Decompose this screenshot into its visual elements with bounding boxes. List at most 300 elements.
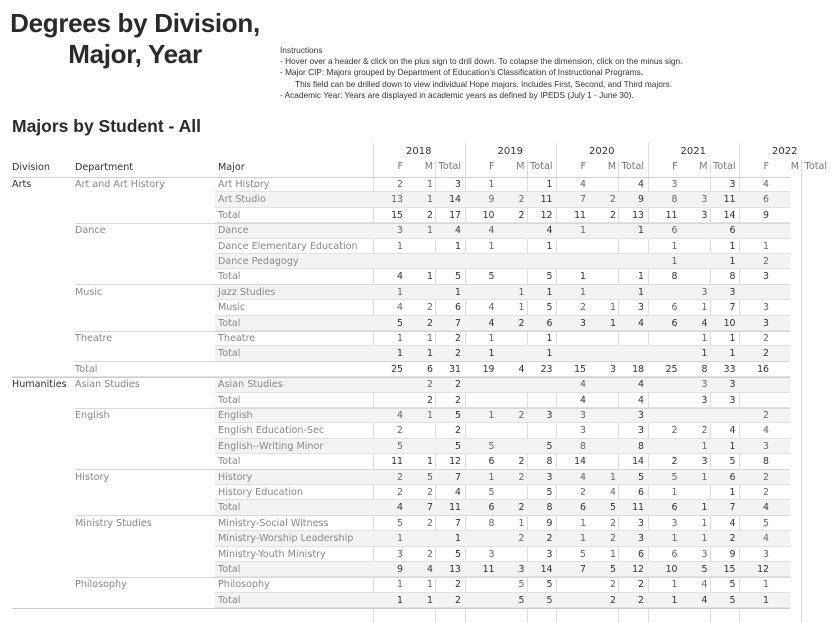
value-cell-2021-m[interactable]: 3 bbox=[701, 456, 708, 468]
department-label[interactable]: Ministry Studies bbox=[75, 517, 152, 529]
value-cell-2018-total[interactable]: 13 bbox=[449, 564, 461, 575]
value-cell-2020-f[interactable]: 5 bbox=[580, 548, 586, 560]
value-cell-2018-f[interactable]: 2 bbox=[397, 425, 403, 437]
value-cell-2020-f[interactable]: 1 bbox=[580, 286, 586, 298]
value-cell-2022-f[interactable]: 3 bbox=[763, 440, 769, 452]
department-label[interactable]: Theatre bbox=[75, 333, 113, 344]
value-cell-2020-total[interactable]: 4 bbox=[638, 317, 644, 329]
value-cell-2020-f[interactable]: 6 bbox=[580, 502, 586, 514]
value-cell-2018-f[interactable]: 1 bbox=[397, 533, 403, 545]
value-cell-2020-total[interactable]: 13 bbox=[632, 209, 644, 221]
column-header-total[interactable]: Total bbox=[438, 161, 461, 172]
value-cell-2019-total[interactable]: 12 bbox=[540, 209, 553, 221]
value-cell-2021-f[interactable]: 6 bbox=[671, 502, 678, 514]
value-cell-2018-f[interactable]: 9 bbox=[397, 564, 403, 575]
value-cell-2020-m[interactable]: 1 bbox=[610, 548, 616, 560]
value-cell-2021-m[interactable]: 3 bbox=[701, 394, 708, 406]
value-cell-2021-total[interactable]: 5 bbox=[729, 594, 736, 606]
column-header-m[interactable]: M bbox=[790, 161, 799, 172]
value-cell-2021-f[interactable]: 1 bbox=[671, 240, 678, 252]
value-cell-2022-f[interactable]: 1 bbox=[763, 579, 769, 591]
division-label[interactable]: Arts bbox=[12, 179, 32, 190]
value-cell-2020-total[interactable]: 4 bbox=[638, 179, 644, 190]
value-cell-2018-total[interactable]: 2 bbox=[455, 579, 461, 591]
value-cell-2021-f[interactable]: 6 bbox=[671, 302, 678, 314]
value-cell-2020-total[interactable]: 1 bbox=[638, 286, 644, 298]
value-cell-2020-m[interactable]: 3 bbox=[610, 363, 616, 375]
value-cell-2022-f[interactable]: 16 bbox=[757, 363, 769, 375]
column-header-f[interactable]: F bbox=[397, 161, 403, 172]
major-label[interactable]: English Education-Sec bbox=[218, 425, 325, 437]
column-header-year[interactable]: 2019 bbox=[497, 146, 523, 157]
value-cell-2021-f[interactable]: 2 bbox=[671, 456, 678, 468]
row-header-major[interactable]: Major bbox=[218, 162, 245, 173]
major-label[interactable]: Ministry-Social Witness bbox=[218, 517, 329, 529]
value-cell-2022-f[interactable]: 1 bbox=[763, 240, 769, 252]
value-cell-2021-m[interactable]: 3 bbox=[701, 286, 708, 298]
value-cell-2019-f[interactable]: 4 bbox=[488, 225, 495, 237]
value-cell-2018-total[interactable]: 17 bbox=[449, 209, 461, 221]
value-cell-2021-m[interactable]: 1 bbox=[701, 517, 708, 529]
value-cell-2018-f[interactable]: 5 bbox=[397, 517, 403, 529]
major-label[interactable]: Dance Elementary Education bbox=[218, 240, 358, 252]
value-cell-2019-f[interactable]: 5 bbox=[488, 440, 495, 452]
value-cell-2020-m[interactable]: 5 bbox=[610, 564, 616, 575]
value-cell-2018-total[interactable]: 31 bbox=[449, 363, 461, 375]
value-cell-2020-total[interactable]: 1 bbox=[638, 271, 644, 283]
major-label[interactable]: English--Writing Minor bbox=[218, 440, 324, 452]
value-cell-2018-f[interactable]: 4 bbox=[397, 302, 403, 314]
value-cell-2021-total[interactable]: 1 bbox=[729, 240, 736, 252]
value-cell-2019-total[interactable]: 3 bbox=[546, 410, 553, 421]
value-cell-2018-m[interactable]: 2 bbox=[427, 302, 433, 314]
column-header-f[interactable]: F bbox=[488, 161, 495, 172]
value-cell-2021-total[interactable]: 5 bbox=[729, 456, 736, 468]
value-cell-2018-f[interactable]: 11 bbox=[391, 456, 403, 468]
value-cell-2020-m[interactable]: 2 bbox=[610, 194, 616, 206]
value-cell-2021-m[interactable]: 1 bbox=[701, 502, 708, 514]
division-total-label[interactable]: Total bbox=[75, 363, 98, 375]
value-cell-2018-total[interactable]: 2 bbox=[455, 594, 461, 606]
department-total-label[interactable]: Total bbox=[218, 502, 241, 514]
department-total-label[interactable]: Total bbox=[218, 348, 241, 360]
value-cell-2021-m[interactable]: 3 bbox=[701, 379, 708, 391]
value-cell-2018-total[interactable]: 6 bbox=[455, 302, 461, 314]
value-cell-2021-f[interactable]: 25 bbox=[665, 363, 678, 375]
value-cell-2020-m[interactable]: 2 bbox=[610, 517, 616, 529]
value-cell-2020-total[interactable]: 2 bbox=[638, 594, 644, 606]
value-cell-2019-m[interactable]: 4 bbox=[518, 363, 525, 375]
value-cell-2020-total[interactable]: 3 bbox=[638, 410, 644, 421]
department-total-label[interactable]: Total bbox=[218, 271, 241, 283]
value-cell-2019-total[interactable]: 14 bbox=[540, 564, 553, 575]
major-label[interactable]: Art History bbox=[218, 179, 270, 190]
value-cell-2018-total[interactable]: 1 bbox=[455, 240, 461, 252]
value-cell-2018-f[interactable]: 13 bbox=[391, 194, 403, 206]
value-cell-2020-total[interactable]: 3 bbox=[638, 302, 644, 314]
value-cell-2018-m[interactable]: 1 bbox=[427, 179, 433, 190]
value-cell-2021-m[interactable]: 1 bbox=[701, 471, 708, 483]
value-cell-2019-f[interactable]: 1 bbox=[488, 240, 495, 252]
value-cell-2021-m[interactable]: 4 bbox=[701, 317, 708, 329]
value-cell-2018-f[interactable]: 5 bbox=[397, 440, 403, 452]
value-cell-2018-total[interactable]: 5 bbox=[455, 440, 461, 452]
value-cell-2018-f[interactable]: 1 bbox=[397, 333, 403, 344]
value-cell-2021-f[interactable]: 1 bbox=[671, 533, 678, 545]
major-label[interactable]: Music bbox=[218, 302, 246, 314]
value-cell-2022-f[interactable]: 4 bbox=[763, 502, 769, 514]
value-cell-2021-total[interactable]: 15 bbox=[723, 564, 736, 575]
value-cell-2018-total[interactable]: 7 bbox=[455, 517, 461, 529]
column-header-year[interactable]: 2020 bbox=[589, 146, 615, 157]
value-cell-2022-f[interactable]: 4 bbox=[763, 179, 769, 190]
department-total-label[interactable]: Total bbox=[218, 594, 241, 606]
value-cell-2021-m[interactable]: 4 bbox=[701, 579, 708, 591]
value-cell-2020-f[interactable]: 8 bbox=[580, 440, 586, 452]
value-cell-2019-total[interactable]: 11 bbox=[540, 194, 553, 206]
column-header-m[interactable]: M bbox=[699, 161, 708, 172]
value-cell-2018-m[interactable]: 1 bbox=[427, 579, 433, 591]
value-cell-2020-total[interactable]: 18 bbox=[632, 363, 644, 375]
value-cell-2020-total[interactable]: 12 bbox=[632, 564, 644, 575]
value-cell-2022-f[interactable]: 5 bbox=[763, 517, 769, 529]
value-cell-2018-m[interactable]: 1 bbox=[427, 194, 433, 206]
value-cell-2020-total[interactable]: 4 bbox=[638, 394, 644, 406]
value-cell-2020-total[interactable]: 1 bbox=[638, 225, 644, 237]
value-cell-2019-m[interactable]: 3 bbox=[518, 564, 525, 575]
value-cell-2019-total[interactable]: 1 bbox=[546, 179, 553, 190]
value-cell-2019-total[interactable]: 5 bbox=[546, 594, 553, 606]
value-cell-2021-total[interactable]: 5 bbox=[729, 579, 736, 591]
value-cell-2018-m[interactable]: 2 bbox=[427, 548, 433, 560]
department-label[interactable]: History bbox=[75, 471, 110, 483]
value-cell-2021-m[interactable]: 1 bbox=[701, 348, 708, 360]
value-cell-2021-m[interactable]: 3 bbox=[701, 194, 708, 206]
value-cell-2020-total[interactable]: 2 bbox=[638, 579, 644, 591]
value-cell-2018-total[interactable]: 1 bbox=[455, 533, 461, 545]
value-cell-2019-f[interactable]: 9 bbox=[488, 194, 495, 206]
value-cell-2018-m[interactable]: 1 bbox=[427, 348, 433, 360]
major-label[interactable]: Ministry-Worship Leadership bbox=[218, 533, 354, 545]
value-cell-2020-total[interactable]: 3 bbox=[638, 425, 644, 437]
value-cell-2018-f[interactable]: 2 bbox=[397, 487, 403, 498]
value-cell-2021-total[interactable]: 11 bbox=[723, 194, 736, 206]
value-cell-2020-total[interactable]: 6 bbox=[638, 548, 644, 560]
value-cell-2021-total[interactable]: 3 bbox=[729, 394, 736, 406]
value-cell-2020-total[interactable]: 3 bbox=[638, 517, 644, 529]
value-cell-2019-total[interactable]: 5 bbox=[546, 579, 553, 591]
value-cell-2019-f[interactable]: 5 bbox=[488, 487, 495, 498]
value-cell-2021-f[interactable]: 10 bbox=[665, 564, 678, 575]
value-cell-2020-total[interactable]: 5 bbox=[638, 471, 644, 483]
value-cell-2022-f[interactable]: 2 bbox=[763, 487, 769, 498]
value-cell-2019-total[interactable]: 1 bbox=[546, 286, 553, 298]
department-total-label[interactable]: Total bbox=[218, 394, 241, 406]
column-header-total[interactable]: Total bbox=[713, 161, 736, 172]
value-cell-2020-m[interactable]: 2 bbox=[610, 533, 616, 545]
value-cell-2021-m[interactable]: 4 bbox=[701, 594, 708, 606]
value-cell-2018-total[interactable]: 2 bbox=[455, 425, 461, 437]
value-cell-2019-m[interactable]: 1 bbox=[518, 286, 525, 298]
value-cell-2018-total[interactable]: 2 bbox=[455, 333, 461, 344]
value-cell-2021-total[interactable]: 10 bbox=[723, 317, 736, 329]
value-cell-2018-f[interactable]: 1 bbox=[397, 579, 403, 591]
value-cell-2020-m[interactable]: 5 bbox=[610, 502, 616, 514]
value-cell-2018-total[interactable]: 2 bbox=[455, 394, 461, 406]
column-header-total[interactable]: Total bbox=[530, 161, 553, 172]
value-cell-2020-f[interactable]: 1 bbox=[580, 225, 586, 237]
value-cell-2018-total[interactable]: 14 bbox=[449, 194, 461, 206]
value-cell-2021-m[interactable]: 8 bbox=[701, 363, 708, 375]
value-cell-2018-m[interactable]: 2 bbox=[427, 517, 433, 529]
value-cell-2019-f[interactable]: 6 bbox=[488, 502, 495, 514]
value-cell-2019-m[interactable]: 2 bbox=[518, 317, 525, 329]
value-cell-2018-f[interactable]: 1 bbox=[397, 240, 403, 252]
value-cell-2021-m[interactable]: 1 bbox=[701, 333, 708, 344]
value-cell-2021-f[interactable]: 1 bbox=[671, 579, 678, 591]
value-cell-2022-f[interactable]: 4 bbox=[763, 533, 769, 545]
value-cell-2020-m[interactable]: 2 bbox=[610, 594, 616, 606]
value-cell-2021-f[interactable]: 6 bbox=[671, 548, 678, 560]
department-label[interactable]: Philosophy bbox=[75, 579, 127, 591]
value-cell-2020-f[interactable]: 3 bbox=[580, 425, 586, 437]
value-cell-2018-f[interactable]: 3 bbox=[397, 225, 403, 237]
value-cell-2021-f[interactable]: 3 bbox=[671, 517, 678, 529]
value-cell-2019-total[interactable]: 4 bbox=[546, 225, 553, 237]
value-cell-2020-f[interactable]: 4 bbox=[580, 394, 586, 406]
value-cell-2021-total[interactable]: 3 bbox=[729, 179, 736, 190]
division-label[interactable]: Humanities bbox=[12, 379, 67, 391]
value-cell-2019-f[interactable]: 10 bbox=[482, 209, 495, 221]
value-cell-2020-f[interactable]: 7 bbox=[580, 194, 586, 206]
value-cell-2019-total[interactable]: 5 bbox=[546, 302, 553, 314]
value-cell-2021-total[interactable]: 1 bbox=[729, 333, 736, 344]
value-cell-2018-m[interactable]: 1 bbox=[427, 594, 433, 606]
column-header-total[interactable]: Total bbox=[621, 161, 644, 172]
value-cell-2020-f[interactable]: 11 bbox=[574, 209, 586, 221]
value-cell-2019-f[interactable]: 1 bbox=[488, 410, 495, 421]
value-cell-2021-total[interactable]: 4 bbox=[729, 517, 736, 529]
value-cell-2018-total[interactable]: 5 bbox=[455, 271, 461, 283]
value-cell-2018-total[interactable]: 4 bbox=[455, 487, 461, 498]
row-header-department[interactable]: Department bbox=[75, 162, 134, 173]
value-cell-2018-m[interactable]: 5 bbox=[427, 471, 433, 483]
value-cell-2019-total[interactable]: 1 bbox=[546, 240, 553, 252]
value-cell-2018-total[interactable]: 2 bbox=[455, 379, 461, 391]
value-cell-2020-total[interactable]: 3 bbox=[638, 533, 644, 545]
value-cell-2018-f[interactable]: 1 bbox=[397, 348, 403, 360]
value-cell-2018-f[interactable]: 4 bbox=[397, 502, 403, 514]
value-cell-2019-f[interactable]: 19 bbox=[482, 363, 495, 375]
value-cell-2022-f[interactable]: 3 bbox=[763, 317, 769, 329]
column-header-f[interactable]: F bbox=[580, 161, 586, 172]
value-cell-2021-f[interactable]: 1 bbox=[671, 594, 678, 606]
value-cell-2020-f[interactable]: 7 bbox=[580, 564, 586, 575]
value-cell-2021-f[interactable]: 5 bbox=[671, 471, 678, 483]
value-cell-2021-f[interactable]: 8 bbox=[671, 194, 678, 206]
value-cell-2020-f[interactable]: 4 bbox=[580, 379, 586, 391]
value-cell-2021-m[interactable]: 2 bbox=[701, 425, 708, 437]
value-cell-2018-m[interactable]: 4 bbox=[427, 564, 433, 575]
value-cell-2020-m[interactable]: 1 bbox=[610, 317, 616, 329]
value-cell-2020-f[interactable]: 14 bbox=[574, 456, 586, 468]
value-cell-2020-f[interactable]: 3 bbox=[580, 410, 586, 421]
value-cell-2018-m[interactable]: 1 bbox=[427, 271, 433, 283]
value-cell-2021-total[interactable]: 6 bbox=[729, 225, 736, 237]
value-cell-2020-m[interactable]: 1 bbox=[610, 302, 616, 314]
value-cell-2018-f[interactable]: 3 bbox=[397, 548, 403, 560]
value-cell-2020-f[interactable]: 3 bbox=[580, 317, 586, 329]
major-label[interactable]: Dance bbox=[218, 225, 249, 237]
value-cell-2019-total[interactable]: 2 bbox=[546, 533, 553, 545]
column-header-f[interactable]: F bbox=[763, 161, 769, 172]
value-cell-2019-m[interactable]: 1 bbox=[518, 302, 525, 314]
major-label[interactable]: History bbox=[218, 471, 253, 483]
department-label[interactable]: Music bbox=[75, 286, 103, 298]
value-cell-2018-f[interactable]: 15 bbox=[391, 209, 403, 221]
value-cell-2019-m[interactable]: 2 bbox=[518, 471, 525, 483]
value-cell-2018-f[interactable]: 4 bbox=[397, 271, 403, 283]
value-cell-2022-f[interactable]: 4 bbox=[763, 425, 769, 437]
value-cell-2019-f[interactable]: 1 bbox=[488, 348, 495, 360]
value-cell-2019-total[interactable]: 1 bbox=[546, 333, 553, 344]
major-label[interactable]: Art Studio bbox=[218, 194, 266, 206]
value-cell-2018-f[interactable]: 25 bbox=[391, 363, 403, 375]
value-cell-2021-f[interactable]: 8 bbox=[671, 271, 678, 283]
value-cell-2021-total[interactable]: 7 bbox=[729, 502, 736, 514]
value-cell-2018-f[interactable]: 1 bbox=[397, 286, 403, 298]
value-cell-2019-f[interactable]: 4 bbox=[488, 317, 495, 329]
value-cell-2021-total[interactable]: 8 bbox=[729, 271, 736, 283]
department-label[interactable]: Art and Art History bbox=[75, 179, 165, 190]
value-cell-2020-total[interactable]: 4 bbox=[638, 379, 644, 391]
value-cell-2018-total[interactable]: 5 bbox=[455, 410, 461, 421]
column-header-year[interactable]: 2022 bbox=[772, 146, 798, 157]
value-cell-2019-m[interactable]: 2 bbox=[518, 456, 525, 468]
value-cell-2019-f[interactable]: 8 bbox=[488, 517, 495, 529]
value-cell-2020-m[interactable]: 4 bbox=[610, 487, 616, 498]
value-cell-2021-total[interactable]: 9 bbox=[729, 548, 736, 560]
value-cell-2022-f[interactable]: 8 bbox=[763, 456, 769, 468]
value-cell-2018-total[interactable]: 5 bbox=[455, 548, 461, 560]
column-header-m[interactable]: M bbox=[424, 161, 433, 172]
value-cell-2018-f[interactable]: 2 bbox=[397, 179, 403, 190]
value-cell-2022-f[interactable]: 2 bbox=[763, 471, 769, 483]
value-cell-2018-m[interactable]: 1 bbox=[427, 410, 433, 421]
value-cell-2019-total[interactable]: 6 bbox=[546, 317, 553, 329]
value-cell-2021-f[interactable]: 6 bbox=[671, 225, 678, 237]
value-cell-2022-f[interactable]: 12 bbox=[757, 564, 769, 575]
value-cell-2021-f[interactable]: 1 bbox=[671, 256, 678, 267]
value-cell-2021-total[interactable]: 6 bbox=[729, 471, 736, 483]
value-cell-2019-f[interactable]: 3 bbox=[488, 548, 495, 560]
value-cell-2020-f[interactable]: 1 bbox=[580, 517, 586, 529]
value-cell-2020-total[interactable]: 8 bbox=[638, 440, 644, 452]
value-cell-2019-f[interactable]: 5 bbox=[488, 271, 495, 283]
column-header-f[interactable]: F bbox=[671, 161, 678, 172]
major-label[interactable]: Philosophy bbox=[218, 579, 270, 591]
value-cell-2019-total[interactable]: 5 bbox=[546, 487, 553, 498]
value-cell-2019-total[interactable]: 9 bbox=[546, 517, 553, 529]
value-cell-2018-total[interactable]: 7 bbox=[455, 317, 461, 329]
value-cell-2020-total[interactable]: 9 bbox=[638, 194, 644, 206]
value-cell-2020-f[interactable]: 4 bbox=[580, 471, 586, 483]
value-cell-2019-f[interactable]: 4 bbox=[488, 302, 495, 314]
column-header-m[interactable]: M bbox=[516, 161, 525, 172]
value-cell-2020-f[interactable]: 2 bbox=[580, 487, 586, 498]
value-cell-2021-total[interactable]: 4 bbox=[729, 425, 736, 437]
row-header-division[interactable]: Division bbox=[12, 162, 51, 173]
value-cell-2019-f[interactable]: 1 bbox=[488, 333, 495, 344]
value-cell-2021-f[interactable]: 2 bbox=[671, 425, 678, 437]
value-cell-2018-total[interactable]: 1 bbox=[455, 286, 461, 298]
value-cell-2021-f[interactable]: 1 bbox=[671, 487, 678, 498]
value-cell-2018-f[interactable]: 1 bbox=[397, 594, 403, 606]
column-header-year[interactable]: 2018 bbox=[406, 146, 432, 157]
value-cell-2018-m[interactable]: 2 bbox=[427, 379, 433, 391]
value-cell-2018-f[interactable]: 4 bbox=[397, 410, 403, 421]
value-cell-2020-total[interactable]: 6 bbox=[638, 487, 644, 498]
value-cell-2018-f[interactable]: 5 bbox=[397, 317, 403, 329]
value-cell-2019-total[interactable]: 5 bbox=[546, 440, 553, 452]
value-cell-2018-total[interactable]: 12 bbox=[449, 456, 461, 468]
value-cell-2019-total[interactable]: 3 bbox=[546, 548, 553, 560]
value-cell-2022-f[interactable]: 2 bbox=[763, 333, 769, 344]
major-label[interactable]: History Education bbox=[218, 487, 303, 498]
value-cell-2020-f[interactable]: 1 bbox=[580, 533, 586, 545]
department-label[interactable]: Asian Studies bbox=[75, 379, 140, 391]
value-cell-2019-m[interactable]: 2 bbox=[518, 209, 525, 221]
value-cell-2019-total[interactable]: 8 bbox=[546, 456, 553, 468]
value-cell-2021-total[interactable]: 14 bbox=[723, 209, 736, 221]
value-cell-2021-total[interactable]: 7 bbox=[729, 302, 736, 314]
value-cell-2019-total[interactable]: 8 bbox=[546, 502, 553, 514]
value-cell-2021-m[interactable]: 1 bbox=[701, 302, 708, 314]
value-cell-2022-f[interactable]: 6 bbox=[763, 194, 769, 206]
value-cell-2018-total[interactable]: 2 bbox=[455, 348, 461, 360]
value-cell-2021-total[interactable]: 1 bbox=[729, 440, 736, 452]
value-cell-2020-m[interactable]: 2 bbox=[610, 579, 616, 591]
value-cell-2019-m[interactable]: 1 bbox=[518, 517, 525, 529]
value-cell-2018-m[interactable]: 1 bbox=[427, 225, 433, 237]
major-label[interactable]: Dance Pedagogy bbox=[218, 256, 299, 267]
value-cell-2021-m[interactable]: 3 bbox=[701, 209, 708, 221]
value-cell-2018-m[interactable]: 1 bbox=[427, 333, 433, 344]
column-header-m[interactable]: M bbox=[607, 161, 616, 172]
value-cell-2021-m[interactable]: 1 bbox=[701, 440, 708, 452]
value-cell-2021-f[interactable]: 3 bbox=[671, 179, 678, 190]
value-cell-2022-f[interactable]: 9 bbox=[763, 209, 769, 221]
value-cell-2018-m[interactable]: 7 bbox=[427, 502, 433, 514]
column-header-year[interactable]: 2021 bbox=[680, 146, 706, 157]
value-cell-2018-total[interactable]: 7 bbox=[455, 471, 461, 483]
value-cell-2018-total[interactable]: 4 bbox=[455, 225, 461, 237]
value-cell-2019-f[interactable]: 11 bbox=[482, 564, 495, 575]
value-cell-2021-f[interactable]: 11 bbox=[665, 209, 678, 221]
value-cell-2019-total[interactable]: 3 bbox=[546, 471, 553, 483]
value-cell-2020-f[interactable]: 1 bbox=[580, 271, 586, 283]
value-cell-2020-m[interactable]: 1 bbox=[610, 471, 616, 483]
value-cell-2018-m[interactable]: 2 bbox=[427, 487, 433, 498]
column-header-total[interactable]: Total bbox=[804, 161, 827, 172]
department-label[interactable]: Dance bbox=[75, 225, 106, 237]
value-cell-2021-total[interactable]: 3 bbox=[729, 379, 736, 391]
value-cell-2022-f[interactable]: 3 bbox=[763, 302, 769, 314]
value-cell-2021-total[interactable]: 1 bbox=[729, 256, 736, 267]
value-cell-2018-m[interactable]: 6 bbox=[427, 363, 433, 375]
value-cell-2021-m[interactable]: 1 bbox=[701, 533, 708, 545]
department-total-label[interactable]: Total bbox=[218, 564, 241, 575]
